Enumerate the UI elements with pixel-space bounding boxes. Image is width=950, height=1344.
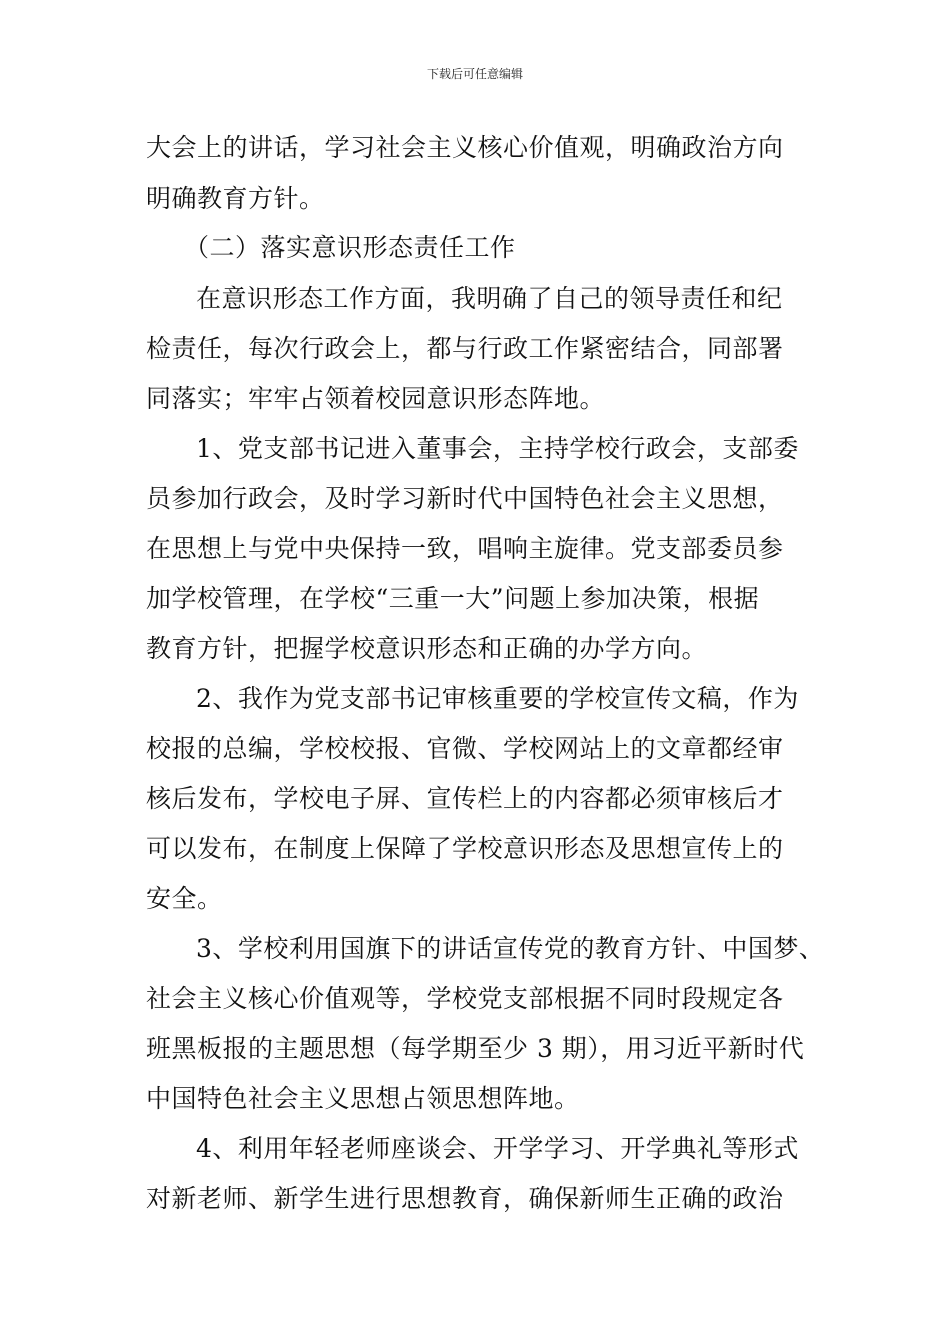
text-line: 在思想上与党中央保持一致，唱响主旋律。党支部委员参 — [146, 534, 784, 563]
text-line: 可以发布，在制度上保障了学校意识形态及思想宣传上的 — [146, 834, 784, 863]
text-line: 2、我作为党支部书记审核重要的学校宣传文稿，作为 — [196, 684, 799, 713]
text-line: 加学校管理，在学校“三重一大”问题上参加决策，根据 — [146, 584, 760, 613]
text-line: 校报的总编，学校校报、官微、学校网站上的文章都经审 — [146, 734, 784, 763]
text-line: 社会主义核心价值观等，学校党支部根据不同时段规定各 — [146, 984, 784, 1013]
text-line: 核后发布，学校电子屏、宣传栏上的内容都必须审核后才 — [146, 784, 784, 813]
page-header: 下载后可任意编辑 — [426, 67, 523, 81]
text-line: 3、学校利用国旗下的讲话宣传党的教育方针、中国梦、 — [196, 934, 825, 963]
text-line: 在意识形态工作方面，我明确了自己的领导责任和纪 — [196, 284, 783, 313]
text-line: 检责任，每次行政会上，都与行政工作紧密结合，同部署 — [146, 334, 784, 363]
text-line: 大会上的讲话，学习社会主义核心价值观，明确政治方向 — [146, 133, 784, 162]
text-line: 教育方针，把握学校意识形态和正确的办学方向。 — [146, 634, 708, 663]
section-heading: （二）落实意识形态责任工作 — [184, 233, 516, 262]
text-line: 班黑板报的主题思想（每学期至少 3 期），用习近平新时代 — [146, 1034, 805, 1063]
text-line: 员参加行政会，及时学习新时代中国特色社会主义思想， — [146, 484, 784, 513]
text-line: 同落实；牢牢占领着校园意识形态阵地。 — [146, 384, 606, 413]
text-line: 对新老师、新学生进行思想教育，确保新师生正确的政治 — [146, 1184, 784, 1213]
text-line: 安全。 — [146, 884, 223, 913]
text-line: 明确教育方针。 — [146, 184, 325, 213]
text-line: 1、党支部书记进入董事会，主持学校行政会，支部委 — [196, 434, 799, 463]
text-line: 4、利用年轻老师座谈会、开学学习、开学典礼等形式 — [196, 1134, 799, 1163]
text-line: 中国特色社会主义思想占领思想阵地。 — [146, 1084, 580, 1113]
